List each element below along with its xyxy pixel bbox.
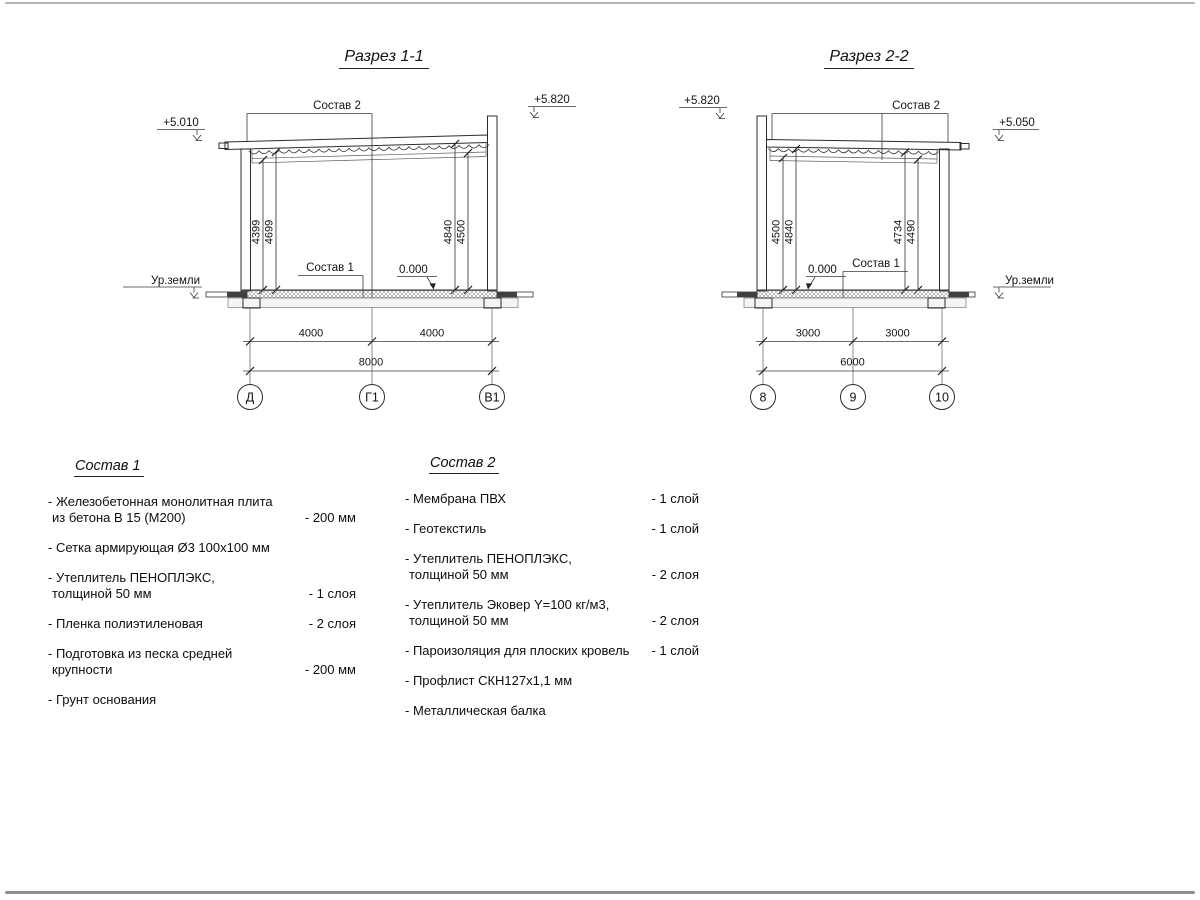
list-item	[48, 692, 356, 708]
interior-dim-label: 4734	[892, 219, 905, 245]
list-item	[405, 643, 699, 659]
roof-edge-cap	[219, 143, 228, 149]
item-text: толщиной 50 мм	[409, 613, 509, 628]
item-value: - 2 слоя	[651, 567, 699, 582]
elevation-label-right: +5.820	[534, 94, 570, 106]
total-dim-label: 8000	[358, 356, 384, 369]
section-drawing-1-1	[120, 85, 640, 420]
item-text: - Утеплитель Эковер Y=100 кг/м3,	[405, 597, 610, 612]
item-text: - Мембрана ПВХ	[405, 491, 506, 506]
wall-parapet-right	[488, 116, 498, 291]
item-value: - 1 слой	[651, 643, 699, 658]
list-item	[48, 494, 356, 526]
interior-dim-label: 4500	[455, 219, 468, 245]
ground-level-label: Ур.земли	[1005, 275, 1054, 287]
elevation-label-right: +5.050	[999, 117, 1035, 129]
ground-level-label: Ур.земли	[151, 275, 200, 287]
item-text: - Пароизоляция для плоских кровель	[405, 643, 630, 658]
extension-lines	[250, 308, 492, 385]
elevation-mark-left	[157, 130, 205, 141]
interior-dim-label: 4699	[263, 219, 276, 245]
layers-list-2-title: Состав 2	[429, 455, 499, 474]
layers2-leader	[247, 114, 372, 308]
layers-list-1	[48, 458, 356, 722]
extension-lines	[763, 308, 942, 385]
section-drawing-2-2	[655, 85, 1085, 420]
layers1-label: Состав 1	[852, 258, 900, 270]
item-value: - 1 слой	[651, 521, 699, 536]
item-text: - Грунт основания	[48, 692, 157, 707]
roof-slab	[225, 135, 488, 150]
ground-level-mark	[993, 287, 1051, 298]
list-item	[405, 673, 699, 689]
zero-level-label: 0.000	[399, 264, 428, 276]
item-text: - Пленка полиэтиленовая	[48, 616, 203, 631]
floor-slab	[757, 291, 949, 299]
interior-dim-label: 4490	[905, 219, 918, 245]
list-item	[48, 616, 356, 632]
item-value: - 200 мм	[304, 510, 356, 525]
item-value: - 1 слоя	[308, 586, 356, 601]
axis-label: Г1	[365, 390, 379, 405]
total-dim-label: 6000	[840, 356, 865, 369]
zero-level-arrow	[806, 277, 846, 290]
list-item	[48, 540, 356, 556]
layers2-label: Состав 2	[313, 100, 361, 112]
elevation-mark-right	[528, 107, 576, 118]
interior-dim-label: 4840	[783, 219, 796, 245]
item-text: - Подготовка из песка средней	[48, 646, 233, 661]
ground-level-mark	[123, 287, 202, 298]
interior-dim-label: 4399	[250, 219, 263, 245]
sand-bed	[228, 298, 518, 308]
elevation-mark-right	[993, 130, 1039, 141]
axis-label: 10	[935, 390, 949, 405]
interior-dim-lines	[263, 144, 468, 290]
elevation-label-left: +5.820	[684, 95, 720, 107]
page-top-border	[5, 2, 1195, 4]
axis-label: 9	[849, 390, 857, 405]
list-item	[405, 521, 699, 537]
span-dim-label: 4000	[419, 327, 445, 340]
interior-dim-label: 4500	[770, 219, 783, 245]
item-text: - Профлист СКН127х1,1 мм	[405, 673, 573, 688]
list-item	[405, 703, 699, 719]
item-text: - Утеплитель ПЕНОПЛЭКС,	[48, 570, 215, 585]
list-item	[405, 491, 699, 507]
list-item	[48, 646, 356, 678]
item-text: крупности	[52, 662, 113, 677]
layers-list-2	[405, 455, 699, 733]
elevation-label-left: +5.010	[163, 117, 199, 129]
item-text: - Геотекстиль	[405, 521, 487, 536]
item-text: - Железобетонная монолитная плита	[48, 494, 273, 509]
wall-parapet-left	[757, 116, 767, 291]
axis-label: В1	[484, 390, 500, 405]
item-value: - 200 мм	[304, 662, 356, 677]
sand-bed	[744, 298, 966, 308]
section-1-title	[284, 48, 484, 69]
item-value: - 2 слоя	[651, 613, 699, 628]
roof-slab	[767, 140, 962, 151]
item-text: - Металлическая балка	[405, 703, 546, 718]
interior-dim-ticks	[259, 140, 472, 294]
wall-right	[940, 149, 950, 291]
zero-level-arrow	[397, 277, 437, 290]
span-dim-label: 4000	[298, 327, 324, 340]
zero-level-label: 0.000	[808, 264, 837, 276]
floor-slab	[242, 291, 497, 299]
span-dim-label: 3000	[885, 327, 910, 340]
layers-list-1-title: Состав 1	[74, 458, 144, 477]
item-text: толщиной 50 мм	[52, 586, 152, 601]
layers2-label: Состав 2	[892, 100, 940, 112]
item-text: - Утеплитель ПЕНОПЛЭКС,	[405, 551, 572, 566]
item-text: из бетона В 15 (М200)	[52, 510, 186, 525]
axis-label: 8	[759, 390, 767, 405]
layers1-label: Состав 1	[306, 262, 354, 274]
item-text: - Сетка армирующая Ø3 100х100 мм	[48, 540, 270, 555]
span-dim-label: 3000	[795, 327, 821, 340]
item-value: - 2 слоя	[308, 616, 356, 631]
page-bottom-border	[5, 891, 1195, 894]
section-1-title-text: Разрез 1-1	[339, 48, 428, 69]
item-text: толщиной 50 мм	[409, 567, 509, 582]
section-2-title-text: Разрез 2-2	[824, 48, 913, 69]
list-item	[405, 551, 699, 583]
list-item	[405, 597, 699, 629]
item-value: - 1 слой	[651, 491, 699, 506]
elevation-mark-left	[679, 108, 727, 119]
section-2-title	[769, 48, 969, 69]
interior-dim-label: 4840	[442, 219, 455, 245]
list-item	[48, 570, 356, 602]
layers2-leader	[772, 114, 948, 161]
axis-label: Д	[245, 390, 255, 405]
wall-left	[241, 149, 251, 291]
